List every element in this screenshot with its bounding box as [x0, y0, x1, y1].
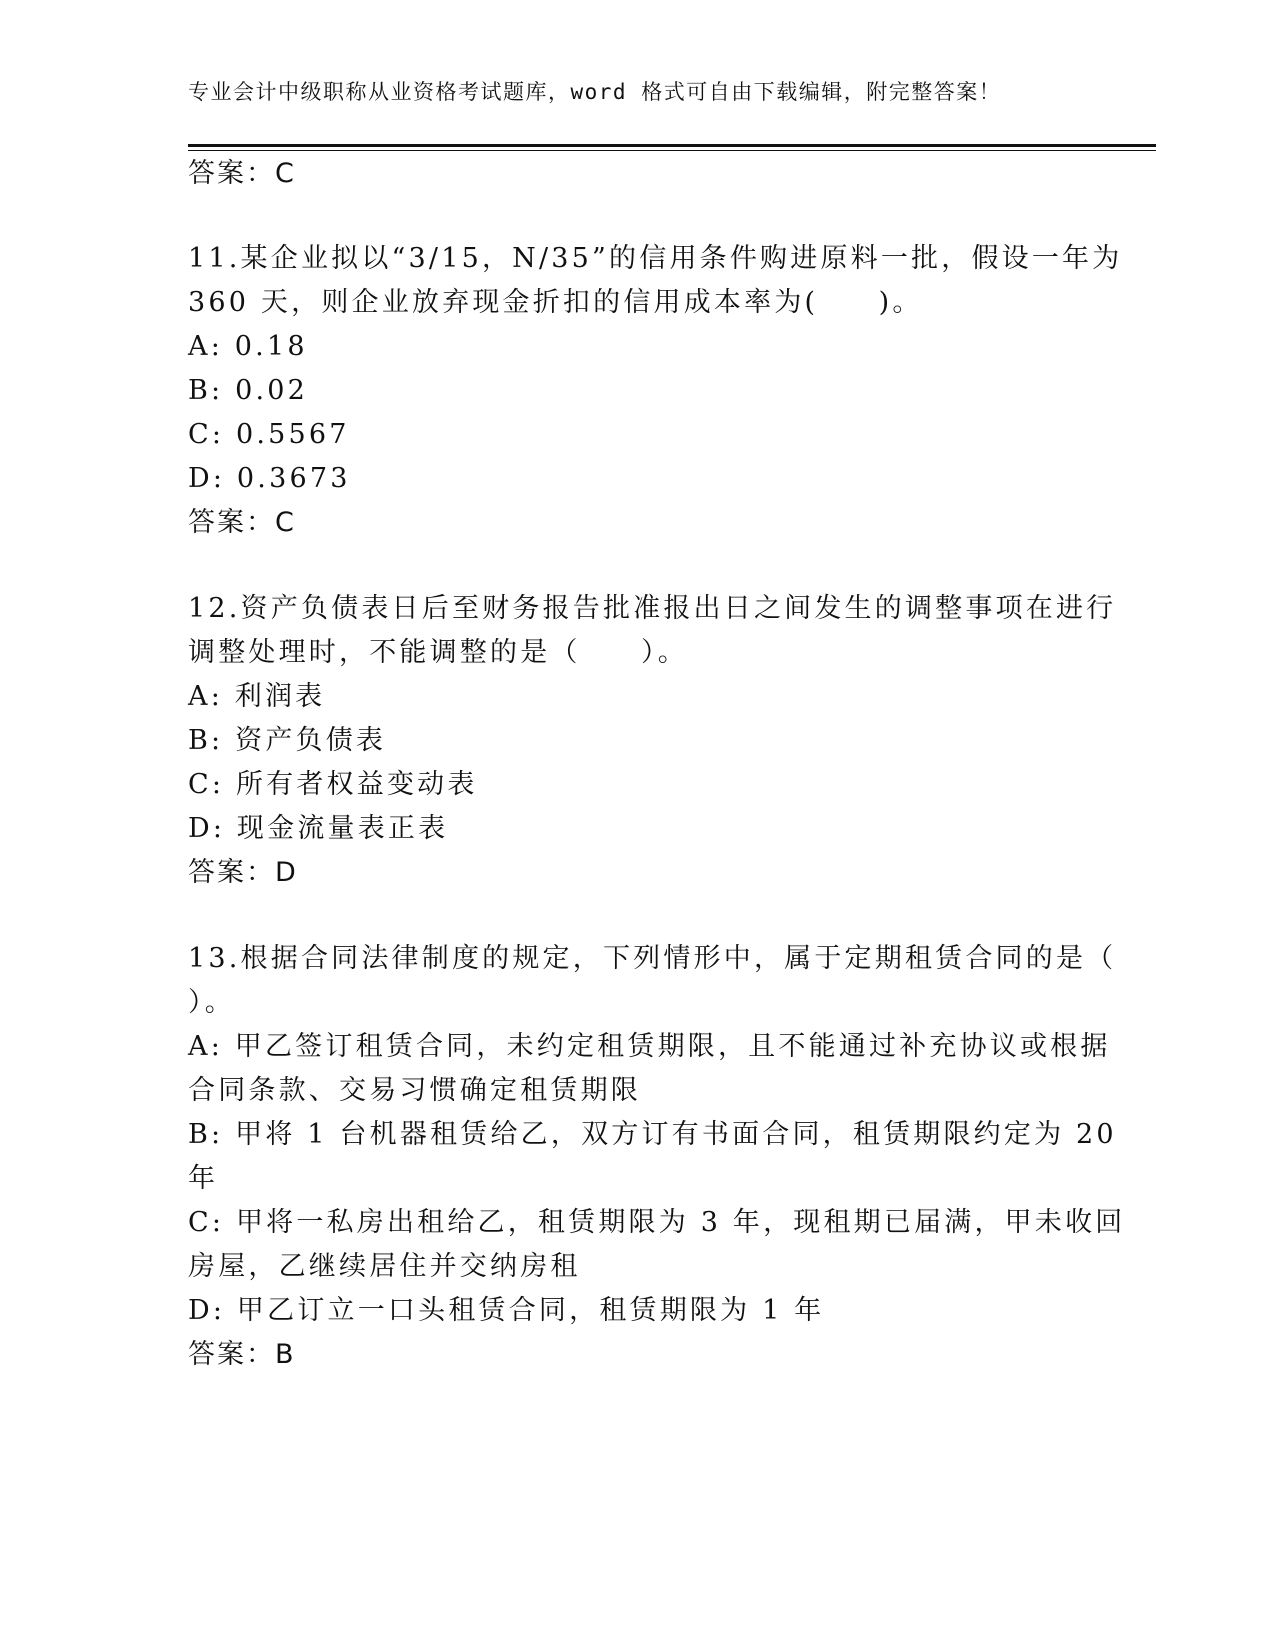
question-12-option-d: D: 现金流量表正表 [188, 813, 449, 844]
question-12-option-c: C: 所有者权益变动表 [188, 769, 478, 800]
question-12-option-b: B: 资产负债表 [188, 725, 387, 756]
header-rule-thin [188, 150, 1156, 151]
question-13-option-d: D: 甲乙订立一口头租赁合同，租赁期限为 1 年 [188, 1295, 825, 1326]
page-header: 专业会计中级职称从业资格考试题库，word 格式可自由下载编辑，附完整答案！ [188, 80, 1002, 104]
question-12-stem-line-2: 调整处理时，不能调整的是（ ）。 [188, 637, 688, 668]
question-11-stem-line-2: 360 天，则企业放弃现金折扣的信用成本率为( )。 [188, 287, 923, 318]
question-11-stem-line-1: 11.某企业拟以“3/15，N/35”的信用条件购进原料一批，假设一年为 [188, 243, 1123, 274]
question-13-answer: 答案：B [188, 1339, 296, 1370]
question-11-option-d: D: 0.3673 [188, 463, 351, 494]
question-13-option-b-line-2: 年 [188, 1163, 219, 1194]
question-13-stem-line-1: 13.根据合同法律制度的规定，下列情形中，属于定期租赁合同的是（ [188, 943, 1117, 974]
question-11-answer: 答案：C [188, 507, 296, 538]
question-11-option-a: A: 0.18 [188, 331, 308, 362]
question-13-option-a-line-1: A: 甲乙签订租赁合同，未约定租赁期限，且不能通过补充协议或根据 [188, 1031, 1111, 1062]
question-12-answer: 答案：D [188, 857, 298, 888]
header-rule-thick [188, 144, 1156, 147]
question-13-option-a-line-2: 合同条款、交易习惯确定租赁期限 [188, 1075, 641, 1106]
question-13-option-c-line-1: C: 甲将一私房出租给乙，租赁期限为 3 年，现租期已届满，甲未收回 [188, 1207, 1126, 1238]
question-11-option-c: C: 0.5567 [188, 419, 350, 450]
question-13-option-c-line-2: 房屋，乙继续居住并交纳房租 [188, 1251, 581, 1282]
question-13-option-b-line-1: B: 甲将 1 台机器租赁给乙，双方订有书面合同，租赁期限约定为 20 [188, 1119, 1117, 1150]
previous-answer: 答案：C [188, 158, 296, 189]
question-11-option-b: B: 0.02 [188, 375, 309, 406]
question-12-option-a: A: 利润表 [188, 681, 326, 712]
question-12-stem-line-1: 12.资产负债表日后至财务报告批准报出日之间发生的调整事项在进行 [188, 593, 1117, 624]
question-13-stem-line-2: ）。 [188, 987, 235, 1018]
